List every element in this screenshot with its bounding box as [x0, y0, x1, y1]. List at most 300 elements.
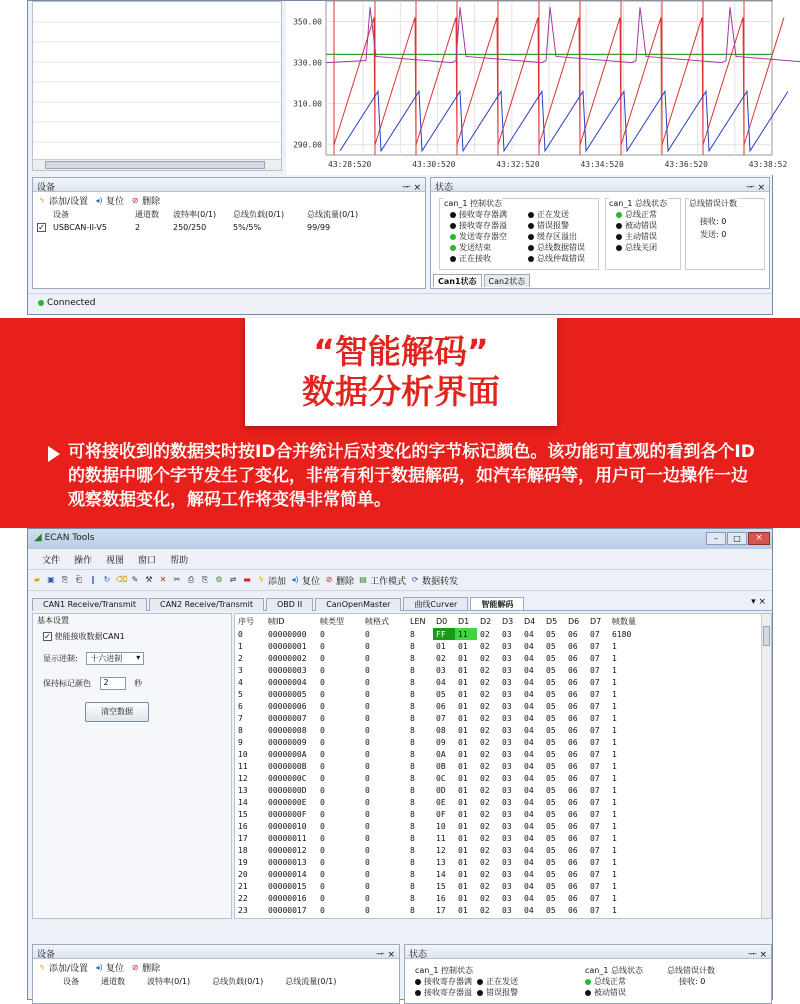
- grid-cell: 03: [502, 905, 512, 915]
- keep-seconds-input[interactable]: 2: [100, 677, 126, 690]
- grid-cell: 01: [458, 869, 468, 879]
- device-channels: 2: [135, 222, 141, 232]
- reset-button[interactable]: [290, 574, 320, 587]
- grid-cell: 09: [436, 737, 446, 747]
- connect-icon[interactable]: ⎘: [61, 575, 69, 584]
- table-row[interactable]: [235, 652, 649, 664]
- reset-button[interactable]: [94, 194, 124, 207]
- grid-cell: 07: [590, 845, 600, 855]
- grid-col-header[interactable]: 序号: [238, 616, 254, 626]
- grid-cell: 06: [568, 809, 578, 819]
- grid-cell: 04: [524, 677, 534, 687]
- grid-cell: 17: [436, 905, 446, 915]
- grid-cell: 20: [238, 869, 248, 879]
- grid-cell: 8: [410, 773, 415, 783]
- grid-cell: 02: [480, 905, 490, 915]
- device-name: USBCAN-II-V5: [53, 222, 107, 232]
- status-label: 接收寄存器溢: [424, 988, 472, 997]
- tab-curve[interactable]: 曲线Curver: [403, 597, 468, 610]
- grid-cell: 06: [568, 665, 578, 675]
- grid-cell: 8: [410, 689, 415, 699]
- grid-cell: 10: [238, 749, 248, 759]
- grid-cell: 0: [365, 809, 370, 819]
- grid-cell: 03: [502, 713, 512, 723]
- grid-cell: 12: [238, 773, 248, 783]
- table-row[interactable]: [235, 844, 649, 856]
- grid-cell: 0: [365, 869, 370, 879]
- clear-row: [33, 696, 231, 728]
- grid-cell: 06: [568, 797, 578, 807]
- settings-icon[interactable]: ⚙: [215, 575, 223, 584]
- tab-obd2[interactable]: OBD II: [266, 598, 313, 611]
- grid-cell: 02: [480, 665, 490, 675]
- grid-cell: 05: [546, 845, 556, 855]
- grid-cell: 7: [238, 713, 243, 723]
- grid-col-header[interactable]: LEN: [410, 616, 426, 626]
- grid-cell: 07: [590, 821, 600, 831]
- grid-cell: 1: [612, 689, 617, 699]
- grid-cell: 1: [612, 881, 617, 891]
- grid-cell: 04: [524, 845, 534, 855]
- copy-icon[interactable]: ⎙: [187, 575, 195, 584]
- grid-cell: 04: [524, 665, 534, 675]
- grid-cell: 00000008: [268, 725, 307, 735]
- table-row[interactable]: [235, 784, 649, 796]
- grid-cell: 06: [568, 821, 578, 831]
- grid-cell: 1: [612, 857, 617, 867]
- menu-file[interactable]: 文件: [42, 556, 61, 566]
- grid-cell: 0: [238, 629, 243, 639]
- grid-cell: 00000012: [268, 845, 307, 855]
- grid-cell: 03: [502, 869, 512, 879]
- grid-cell: 04: [524, 881, 534, 891]
- grid-col-header[interactable]: D0: [436, 616, 448, 626]
- bus-status-title: can_1 总线状态: [585, 966, 644, 975]
- panel-pin-close-icon[interactable]: ᅲ ×: [375, 950, 395, 960]
- grid-cell: 02: [480, 869, 490, 879]
- add-settings-button[interactable]: [37, 961, 88, 974]
- stop-icon[interactable]: ▬: [243, 575, 251, 584]
- grid-cell: 03: [502, 665, 512, 675]
- device-traffic: 99/99: [307, 222, 331, 232]
- grid-cell: 00000006: [268, 701, 307, 711]
- grid-cell: 02: [480, 821, 490, 831]
- status-panel: [430, 177, 770, 289]
- grid-cell: 0B: [436, 761, 446, 771]
- grid-cell: 21: [238, 881, 248, 891]
- grid-cell: 0: [365, 641, 370, 651]
- status-label: 错误报警: [537, 221, 569, 230]
- grid-cell: 07: [590, 737, 600, 747]
- grid-cell: 01: [458, 749, 468, 759]
- banner-title-card: [245, 318, 557, 426]
- radix-select[interactable]: [86, 652, 144, 665]
- grid-col-header[interactable]: D5: [546, 616, 558, 626]
- grid-cell: 02: [480, 857, 490, 867]
- scroll-thumb[interactable]: [763, 626, 770, 646]
- x-tick-label: 43:38:52: [748, 160, 788, 169]
- speaker-reset-icon: ◂): [95, 195, 103, 205]
- status-led: [415, 990, 421, 996]
- col-baud: 波特率(0/1): [173, 210, 217, 219]
- y-tick-label: 350.00: [293, 17, 322, 27]
- menu-operate[interactable]: 操作: [74, 556, 93, 566]
- tab-canopen-master[interactable]: CanOpenMaster: [315, 598, 401, 611]
- bus-status-title: can_1 总线状态: [609, 199, 668, 208]
- grid-cell: 03: [502, 857, 512, 867]
- col-device: 设备: [63, 977, 79, 986]
- grid-cell: 0000000F: [268, 809, 307, 819]
- device-toolbar: [33, 959, 399, 976]
- grid-cell: 00000015: [268, 881, 307, 891]
- grid-cell: 07: [590, 725, 600, 735]
- tab-menu-close-icon[interactable]: ▾ ×: [751, 597, 766, 607]
- grid-cell: 16: [436, 893, 446, 903]
- grid-cell: 07: [590, 749, 600, 759]
- status-panel-header: [431, 178, 769, 192]
- grid-cell: 07: [590, 857, 600, 867]
- control-status-title: can_1 控制状态: [444, 199, 503, 208]
- grid-cell: 00000007: [268, 713, 307, 723]
- grid-cell: 0A: [436, 749, 446, 759]
- x-tick-label: 43:28:520: [328, 160, 372, 169]
- status-label: 总线正常: [594, 977, 626, 986]
- table-row[interactable]: [235, 808, 649, 820]
- left-list-area: [32, 1, 282, 171]
- grid-cell: 1: [612, 809, 617, 819]
- clear-icon[interactable]: ⌫: [116, 575, 128, 584]
- status-led: [528, 245, 534, 251]
- tab-can1-status[interactable]: Can1状态: [433, 274, 482, 287]
- status-label: 正在发送: [486, 977, 519, 986]
- grid-cell: 05: [546, 857, 556, 867]
- status-led: [616, 223, 622, 229]
- grid-cell: 0: [365, 749, 370, 759]
- grid-cell: 0: [365, 893, 370, 903]
- grid-cell: 18: [238, 845, 248, 855]
- grid-cell: 8: [410, 701, 415, 711]
- status-led: [450, 245, 456, 251]
- grid-cell: 0: [320, 893, 325, 903]
- x-tick-label: 43:36:520: [664, 160, 708, 169]
- panel-pin-close-icon[interactable]: ᅲ ×: [745, 183, 765, 193]
- table-row[interactable]: [235, 892, 649, 904]
- table-row[interactable]: [235, 772, 649, 784]
- error-count-values: [700, 215, 726, 241]
- grid-cell: 0: [320, 773, 325, 783]
- grid-col-header[interactable]: D7: [590, 616, 602, 626]
- grid-cell: 03: [502, 821, 512, 831]
- grid-cell: 10: [436, 821, 446, 831]
- grid-col-header[interactable]: 帧类型: [320, 616, 344, 626]
- decode-grid: [234, 613, 772, 919]
- status-led: [477, 979, 483, 985]
- device-load: 5%/5%: [233, 222, 262, 232]
- grid-header: [235, 614, 649, 628]
- title-bar: [28, 529, 772, 549]
- grid-cell: 0: [365, 737, 370, 747]
- table-row[interactable]: [235, 664, 649, 676]
- grid-col-header[interactable]: D2: [480, 616, 492, 626]
- grid-cell: 02: [480, 761, 490, 771]
- minimize-button[interactable]: –: [706, 532, 726, 545]
- delete-button[interactable]: [130, 194, 160, 207]
- table-row[interactable]: [235, 688, 649, 700]
- reset-button[interactable]: [94, 961, 124, 974]
- save-icon[interactable]: ▣: [47, 575, 55, 584]
- grid-cell: 02: [480, 845, 490, 855]
- grid-cell: 01: [458, 833, 468, 843]
- tab-smart-decode[interactable]: 智能解码: [470, 597, 524, 610]
- grid-cell: 02: [480, 641, 490, 651]
- bus-status-group: [605, 198, 681, 270]
- grid-col-header[interactable]: 帧ID: [268, 616, 285, 626]
- grid-cell: 1: [612, 665, 617, 675]
- col-baud: 波特率(0/1): [147, 977, 191, 986]
- grid-cell: 0: [365, 881, 370, 891]
- tab-can2-status[interactable]: Can2状态: [484, 274, 531, 287]
- status-label: 接收寄存器满: [424, 977, 472, 986]
- grid-cell: 1: [612, 725, 617, 735]
- main-toolbar: [28, 569, 772, 591]
- grid-cell: 0: [320, 845, 325, 855]
- device-panel-title: 设备: [37, 183, 56, 193]
- delete-button[interactable]: [130, 961, 160, 974]
- error-count-lower: [667, 965, 715, 987]
- grid-cell: 05: [546, 893, 556, 903]
- radix-label: 显示进制:: [43, 654, 78, 663]
- pause-icon[interactable]: ‖: [91, 575, 95, 584]
- paste-icon[interactable]: ⎘: [201, 575, 209, 584]
- grid-cell: 03: [502, 725, 512, 735]
- menu-bar: [28, 551, 772, 567]
- grid-cell: 07: [590, 689, 600, 699]
- col-bus-load: 总线负载(0/1): [233, 210, 285, 219]
- table-row[interactable]: [235, 628, 649, 640]
- table-row[interactable]: [37, 220, 381, 234]
- grid-cell: 1: [612, 773, 617, 783]
- grid-cell: 01: [458, 665, 468, 675]
- table-row[interactable]: [235, 640, 649, 652]
- grid-cell: 0: [365, 677, 370, 687]
- connection-status: Connected: [47, 298, 96, 308]
- table-row[interactable]: [235, 700, 649, 712]
- tools-icon[interactable]: ⚒: [145, 575, 153, 584]
- grid-cell: 1: [612, 713, 617, 723]
- grid-col-header[interactable]: D4: [524, 616, 536, 626]
- grid-cell: 06: [568, 845, 578, 855]
- grid-cell: 07: [590, 905, 600, 915]
- grid-cell: 07: [590, 641, 600, 651]
- cut-icon[interactable]: ✂: [173, 575, 181, 584]
- grid-cell: 02: [480, 773, 490, 783]
- menu-window[interactable]: 窗口: [138, 556, 157, 566]
- grid-cell: 8: [410, 905, 415, 915]
- clear-data-button[interactable]: 清空数据: [85, 702, 149, 722]
- close-button[interactable]: ×: [748, 532, 770, 545]
- tx-error-value: 0: [721, 230, 727, 239]
- status-led: [528, 212, 534, 218]
- menu-help[interactable]: 帮助: [170, 556, 189, 566]
- grid-cell: 06: [568, 857, 578, 867]
- grid-cell: 0: [365, 785, 370, 795]
- grid-cell: 0: [365, 653, 370, 663]
- lightning-icon: ϟ: [39, 962, 45, 972]
- grid-cell: 0: [365, 857, 370, 867]
- grid-cell: 05: [546, 737, 556, 747]
- grid-cell: 8: [410, 677, 415, 687]
- grid-cell: 06: [568, 881, 578, 891]
- enable-label: 使能接收数据CAN1: [54, 632, 125, 641]
- edit-icon[interactable]: ✎: [131, 575, 139, 584]
- keep-unit: 秒: [134, 679, 143, 688]
- grid-cell: 03: [502, 833, 512, 843]
- grid-cell: 05: [546, 797, 556, 807]
- table-row[interactable]: [235, 724, 649, 736]
- grid-cell: 0: [320, 737, 325, 747]
- status-led: [450, 223, 456, 229]
- grid-col-header[interactable]: D3: [502, 616, 514, 626]
- menu-view[interactable]: 视图: [106, 556, 125, 566]
- device-checkbox[interactable]: ✓: [38, 222, 45, 232]
- grid-cell: 0: [320, 713, 325, 723]
- grid-cell: 04: [524, 857, 534, 867]
- grid-cell: 03: [502, 737, 512, 747]
- grid-cell: 1: [612, 785, 617, 795]
- grid-cell: 6: [238, 701, 243, 711]
- table-row[interactable]: [235, 904, 649, 916]
- grid-cell: 07: [590, 893, 600, 903]
- decode-table: [235, 614, 649, 916]
- grid-cell: 0: [320, 665, 325, 675]
- tab-can2-receive-transmit[interactable]: CAN2 Receive/Transmit: [149, 598, 264, 611]
- delete-button[interactable]: [324, 574, 354, 587]
- grid-cell: 04: [524, 737, 534, 747]
- maximize-button[interactable]: □: [727, 532, 747, 545]
- table-row[interactable]: [235, 796, 649, 808]
- grid-cell: 05: [436, 689, 446, 699]
- error-count-title: 总线错误计数: [667, 966, 715, 975]
- y-tick-label: 290.00: [293, 140, 322, 150]
- error-count-title: 总线错误计数: [689, 199, 737, 208]
- table-row[interactable]: [235, 820, 649, 832]
- open-folder-icon[interactable]: ▰: [33, 575, 41, 584]
- panel-pin-close-icon[interactable]: ᅲ ×: [401, 183, 421, 193]
- grid-cell: 01: [458, 845, 468, 855]
- grid-cell: 00000002: [268, 653, 307, 663]
- grid-cell: 04: [524, 725, 534, 735]
- add-button[interactable]: [256, 574, 286, 587]
- grid-col-header[interactable]: 帧数量: [612, 616, 636, 626]
- grid-cell: 8: [410, 629, 415, 639]
- grid-cell: 06: [568, 785, 578, 795]
- enable-checkbox[interactable]: ✓: [44, 632, 51, 641]
- grid-cell: 06: [568, 713, 578, 723]
- refresh-icon[interactable]: ↻: [103, 575, 111, 584]
- table-row[interactable]: [235, 676, 649, 688]
- grid-cell: 06: [568, 833, 578, 843]
- grid-cell: 0000000B: [268, 761, 307, 771]
- status-label: 发送寄存器空: [459, 232, 507, 241]
- status-led: [585, 979, 591, 985]
- left-list-grid: [33, 2, 281, 170]
- disconnect-icon[interactable]: ⎗: [75, 575, 83, 584]
- chevron-down-icon: ▾: [136, 653, 141, 662]
- banner-description: 可将接收到的数据实时按ID合并统计后对变化的字节标记颜色。该功能可直观的看到各个ID的数据中哪个字节发生了变化，非常有利于数据解码，如汽车解码等，用户可一边操作一边观察数据变化，解码工作将变得非常简单。: [68, 442, 755, 510]
- status-led: [450, 212, 456, 218]
- grid-cell: 04: [524, 689, 534, 699]
- grid-cell: 04: [524, 653, 534, 663]
- link-icon[interactable]: ⇌: [229, 575, 237, 584]
- table-row[interactable]: [235, 712, 649, 724]
- grid-col-header[interactable]: 帧格式: [365, 616, 389, 626]
- table-row[interactable]: [235, 868, 649, 880]
- cancel-icon[interactable]: ✕: [159, 575, 167, 584]
- status-label: 接收寄存器溢: [459, 221, 507, 230]
- table-row[interactable]: [235, 748, 649, 760]
- grid-cell: 01: [458, 881, 468, 891]
- grid-cell: 00000017: [268, 905, 307, 915]
- grid-cell: 3: [238, 665, 243, 675]
- tab-can1-receive-transmit[interactable]: CAN1 Receive/Transmit: [32, 598, 147, 611]
- horizontal-scrollbar[interactable]: [33, 159, 281, 170]
- lightning-icon: ϟ: [258, 575, 264, 584]
- table-row[interactable]: [235, 880, 649, 892]
- forward-icon: ⟳: [411, 575, 419, 584]
- add-settings-button[interactable]: [37, 194, 88, 207]
- grid-cell: 03: [502, 653, 512, 663]
- data-forward-button[interactable]: [410, 574, 458, 587]
- grid-cell: 0: [365, 905, 370, 915]
- status-label: 发送结束: [459, 243, 491, 252]
- scroll-thumb[interactable]: [45, 161, 265, 169]
- status-led: [477, 990, 483, 996]
- table-row[interactable]: [235, 832, 649, 844]
- grid-cell: 06: [568, 893, 578, 903]
- table-row[interactable]: [235, 736, 649, 748]
- grid-cell: 01: [458, 653, 468, 663]
- grid-cell: 8: [410, 821, 415, 831]
- delete-icon: ⊘: [325, 575, 333, 584]
- grid-cell: 0000000D: [268, 785, 307, 795]
- grid-cell: 0: [365, 761, 370, 771]
- vertical-scrollbar[interactable]: [761, 614, 771, 918]
- grid-col-header[interactable]: D1: [458, 616, 470, 626]
- grid-cell: 04: [524, 713, 534, 723]
- grid-cell: 15: [238, 809, 248, 819]
- col-bus-load: 总线负载(0/1): [212, 977, 264, 986]
- status-label: 被动错误: [594, 988, 626, 997]
- grid-col-header[interactable]: D6: [568, 616, 580, 626]
- grid-cell: 6180: [612, 629, 632, 639]
- status-label: 缓存区溢出: [537, 232, 577, 241]
- table-row[interactable]: [235, 760, 649, 772]
- grid-cell: 03: [502, 809, 512, 819]
- panel-pin-close-icon[interactable]: ᅲ ×: [747, 950, 767, 960]
- control-col1: [450, 209, 507, 264]
- status-label: 被动错误: [625, 221, 657, 230]
- table-row[interactable]: [235, 856, 649, 868]
- settings-panel: [32, 613, 232, 919]
- grid-cell: 0: [320, 809, 325, 819]
- work-mode-button[interactable]: [358, 574, 406, 587]
- control-status-lower: [415, 965, 518, 998]
- delete-label: 删除: [142, 964, 161, 974]
- add-label: 添加: [268, 576, 287, 587]
- status-bar: [28, 293, 772, 314]
- device-panel-lower: [32, 944, 400, 1004]
- grid-cell: 22: [238, 893, 248, 903]
